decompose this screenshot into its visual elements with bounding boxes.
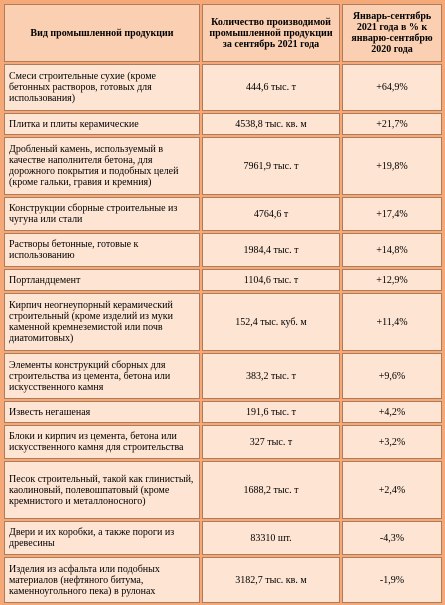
row-percent: -1,9% (342, 557, 442, 603)
table-row (4, 401, 442, 423)
row-percent: -4,3% (342, 521, 442, 555)
row-product-name: Элементы конструкций сборных для строительства из цемента, бетона или искусственного камня (4, 353, 200, 399)
row-quantity: 1984,4 тыс. т (202, 233, 340, 267)
table-row (4, 233, 442, 267)
row-quantity: 3182,7 тыс. кв. м (202, 557, 340, 603)
row-percent: +19,8% (342, 137, 442, 195)
row-product-name: Дробленый камень, используемый в качестве наполнителя бетона, для дорожного покрытия и подобных целей (кроме гальки, гравия и кремния) (4, 137, 200, 195)
table-row (4, 113, 442, 135)
table-row (4, 557, 442, 603)
table-row (4, 353, 442, 399)
table-row (4, 64, 442, 111)
row-percent: +3,2% (342, 425, 442, 459)
row-percent: +11,4% (342, 293, 442, 351)
row-product-name: Кирпич неогнеупорный керамический строительный (кроме изделий из муки каменной кремнеземистой или почв диатомитовых) (4, 293, 200, 351)
row-percent: +64,9% (342, 64, 442, 111)
row-quantity: 83310 шт. (202, 521, 340, 555)
row-product-name: Растворы бетонные, готовые к использованию (4, 233, 200, 267)
row-percent: +4,2% (342, 401, 442, 423)
row-quantity: 383,2 тыс. т (202, 353, 340, 399)
row-percent: +14,8% (342, 233, 442, 267)
row-product-name: Смеси строительные сухие (кроме бетонных растворов, готовых для использования) (4, 64, 200, 111)
row-percent: +2,4% (342, 461, 442, 519)
row-quantity: 1688,2 тыс. т (202, 461, 340, 519)
row-quantity: 191,6 тыс. т (202, 401, 340, 423)
row-product-name: Конструкции сборные строительные из чугуна или стали (4, 197, 200, 231)
row-product-name: Изделия из асфальта или подобных материалов (нефтяного битума, каменноугольного пека) в рулонах (4, 557, 200, 603)
row-percent: +9,6% (342, 353, 442, 399)
table-header-row (4, 4, 442, 62)
row-percent: +21,7% (342, 113, 442, 135)
row-product-name: Известь негашеная (4, 401, 200, 423)
row-quantity: 7961,9 тыс. т (202, 137, 340, 195)
row-percent: +17,4% (342, 197, 442, 231)
row-quantity: 152,4 тыс. куб. м (202, 293, 340, 351)
row-product-name: Песок строительный, такой как глинистый, каолиновый, полевошпатовый (кроме кремнистого и металлоносного) (4, 461, 200, 519)
header-product: Вид промышленной продукции (4, 4, 200, 62)
table-row (4, 197, 442, 231)
row-product-name: Блоки и кирпич из цемента, бетона или искусственного камня для строительства (4, 425, 200, 459)
row-quantity: 327 тыс. т (202, 425, 340, 459)
table-row (4, 293, 442, 351)
table-row (4, 425, 442, 459)
production-table (2, 2, 444, 605)
row-product-name: Плитка и плиты керамические (4, 113, 200, 135)
row-product-name: Двери и их коробки, а также пороги из древесины (4, 521, 200, 555)
header-quantity: Количество производимой промышленной продукции за сентябрь 2021 года (202, 4, 340, 62)
row-percent: +12,9% (342, 269, 442, 291)
row-quantity: 4764,6 т (202, 197, 340, 231)
table-row (4, 269, 442, 291)
table-row (4, 461, 442, 519)
table-row (4, 137, 442, 195)
row-product-name: Портландцемент (4, 269, 200, 291)
header-percent: Январь-сентябрь 2021 года в % к январю-сентябрю 2020 года (342, 4, 442, 62)
row-quantity: 4538,8 тыс. кв. м (202, 113, 340, 135)
table-row (4, 521, 442, 555)
row-quantity: 1104,6 тыс. т (202, 269, 340, 291)
row-quantity: 444,6 тыс. т (202, 64, 340, 111)
